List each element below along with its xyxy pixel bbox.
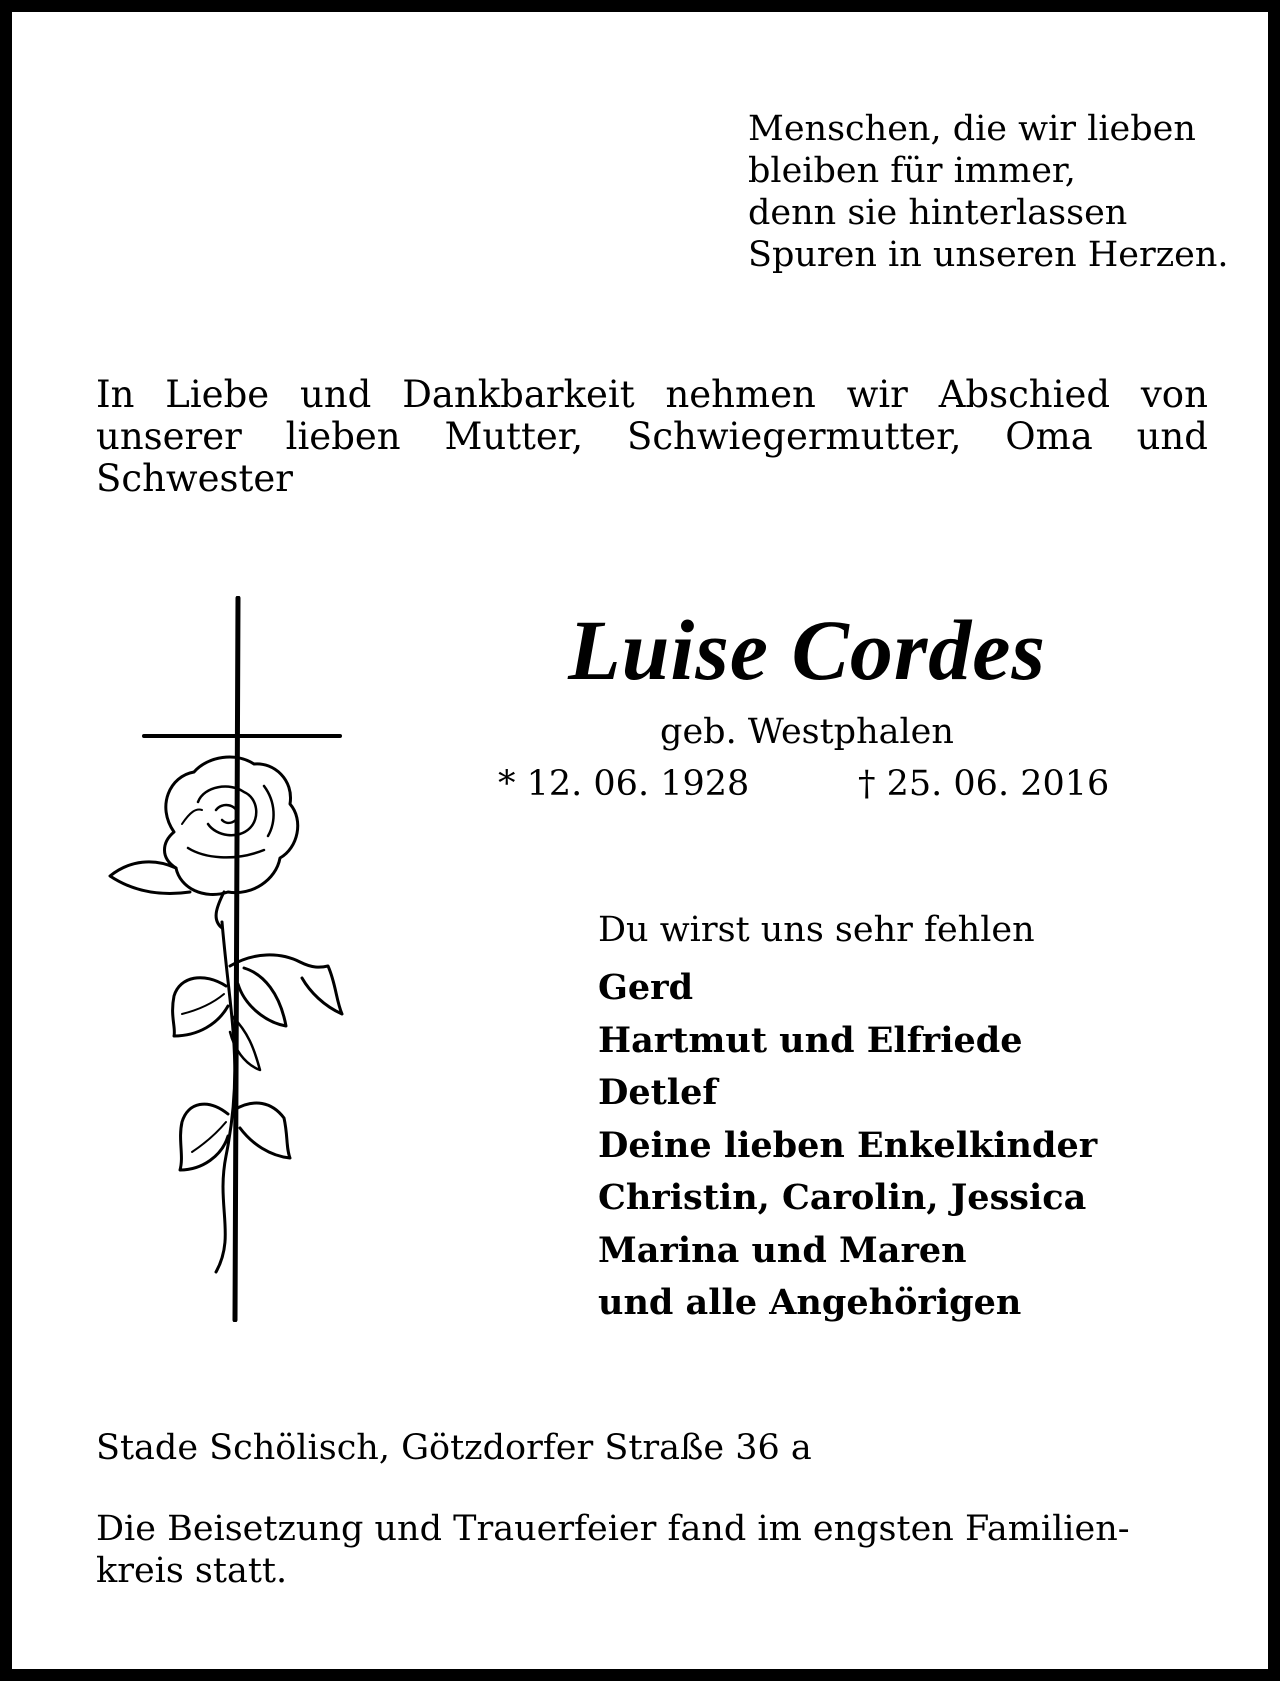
deceased-name: Luise Cordes (568, 602, 1046, 698)
poem-line: denn sie hinterlassen (748, 193, 1128, 233)
death-date: † 25. 06. 2016 (858, 764, 1110, 804)
cross-with-rose-icon (104, 596, 364, 1322)
memorial-poem (748, 108, 1229, 276)
family-address: Stade Schölisch, Götzdorfer Straße 36 a (96, 1428, 812, 1468)
announcement-line-2 (96, 416, 1208, 458)
mourner-name: Gerd (598, 967, 694, 1008)
announcement-word: und (300, 373, 372, 416)
announcement-word: von (1140, 373, 1208, 416)
announcement-word: Oma (1005, 415, 1093, 458)
mourners-list (598, 904, 1097, 1330)
mourner-name: Hartmut und Elfriede (598, 1019, 1023, 1061)
announcement-word: wir (846, 373, 908, 416)
birth-date: * 12. 06. 1928 (498, 764, 750, 804)
announcement-word: In (96, 373, 135, 416)
announcement-word: Liebe (165, 373, 270, 416)
announcement-word: nehmen (665, 373, 816, 416)
burial-line: Die Beisetzung und Trauerfeier fand im engsten Familien- (96, 1509, 1130, 1549)
announcement-word: Abschied (938, 373, 1111, 416)
mourner-name: Detlef (598, 1072, 718, 1113)
poem-line: bleiben für immer, (748, 151, 1076, 191)
farewell-announcement (96, 374, 1208, 500)
burial-notice (96, 1508, 1208, 1592)
announcement-word: lieben (285, 415, 401, 458)
burial-line: kreis statt. (96, 1551, 288, 1591)
poem-line: Menschen, die wir lieben (748, 109, 1196, 149)
announcement-word: Dankbarkeit (402, 373, 635, 416)
announcement-line-3: Schwester (96, 457, 293, 500)
announcement-word: und (1136, 415, 1208, 458)
announcement-word: Mutter, (444, 415, 584, 458)
announcement-word: unserer (96, 415, 242, 458)
mourners-lead: Du wirst uns sehr fehlen (598, 910, 1035, 950)
mourner-name: und alle Angehörigen (598, 1282, 1022, 1323)
announcement-line-1 (96, 374, 1208, 416)
poem-line: Spuren in unseren Herzen. (748, 235, 1229, 275)
birth-name: geb. Westphalen (660, 712, 954, 752)
announcement-word: Schwiegermutter, (626, 415, 962, 458)
mourner-name: Marina und Maren (598, 1229, 967, 1271)
mourner-name: Christin, Carolin, Jessica (598, 1177, 1087, 1218)
mourner-name: Deine lieben Enkelkinder (598, 1124, 1098, 1166)
